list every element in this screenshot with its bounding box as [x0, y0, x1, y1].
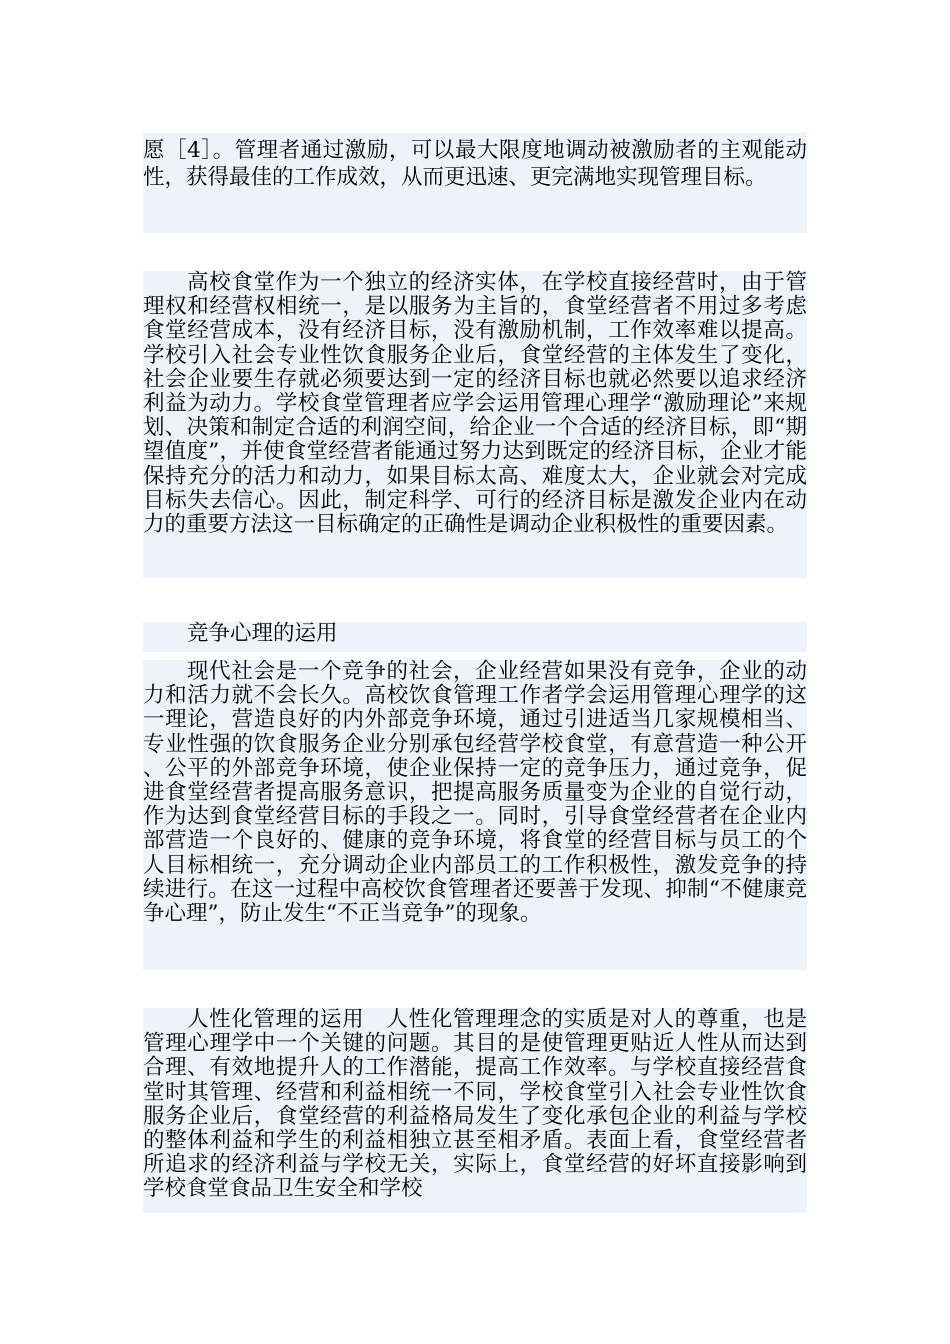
paragraph-economic-targets: 高校食堂作为一个独立的经济实体，在学校直接经营时，由于管理权和经营权相统一，是以服务为主旨的，食堂经营者不用过多考虑食堂经营成本，没有经济目标，没有激励机制，工作效率难以提高。学校引入社会专业性饮食服务企业后，食堂经营的主体发生了变化，社会企业要生存就必须要达到一定的经济目标也就必然要以追求经济利益为动力。学校食堂管理者应学会运用管理心理学“激励理论”来规划、决策和制定合适的利润空间，给企业一个合适的经济目标，即“期望值度”，并使食堂经营者能通过努力达到既定的经济目标，企业才能保持充分的活力和动力，如果目标太高、难度太大，企业就会对完成目标失去信心。因此，制定科学、可行的经济目标是激发企业内在动力的重要方法这一目标确定的正确性是调动企业积极性的重要因素。 [143, 271, 807, 578]
paragraph-humanized-management: 人性化管理的运用 人性化管理理念的实质是对人的尊重，也是管理心理学中一个关键的问题。其目的是使管理更贴近人性从而达到合理、有效地提升人的工作潜能，提高工作效率。与学校直接经营食堂时其管理、经营和利益相统一不同，学校食堂引入社会专业性饮食服务企业后，食堂经营的利益格局发生了变化承包企业的利益与学校的整体利益和学生的利益相独立甚至相矛盾。表面上看，食堂经营者所追求的经济利益与学校无关，实际上，食堂经营的好坏直接影响到学校食堂食品卫生安全和学校 [143, 1008, 807, 1213]
paragraph-competition: 现代社会是一个竞争的社会，企业经营如果没有竞争，企业的动力和活力就不会长久。高校饮食管理工作者学会运用管理心理学的这一理论，营造良好的内外部竞争环境，通过引进适当几家规模相当、专业性强的饮食服务企业分别承包经营学校食堂，有意营造一种公开、公平的外部竞争环境，使企业保持一定的竞争压力，通过竞争，促进食堂经营者提高服务意识，把提高服务质量变为企业的自觉行动，作为达到食堂经营目标的手段之一。同时，引导食堂经营者在企业内部营造一个良好的、健康的竞争环境，将食堂的经营目标与员工的个人目标相统一，充分调动企业内部员工的工作积极性，激发竞争的持续进行。在这一过程中高校饮食管理者还要善于发现、抑制“不健康竞争心理”，防止发生“不正当竞争”的现象。 [143, 660, 807, 970]
paragraph-continuation: 愿［4］。管理者通过激励，可以最大限度地调动被激励者的主观能动性，获得最佳的工作成效，从而更迅速、更完满地实现管理目标。 [143, 133, 807, 233]
section-heading-competition: 竞争心理的运用 [143, 622, 807, 652]
